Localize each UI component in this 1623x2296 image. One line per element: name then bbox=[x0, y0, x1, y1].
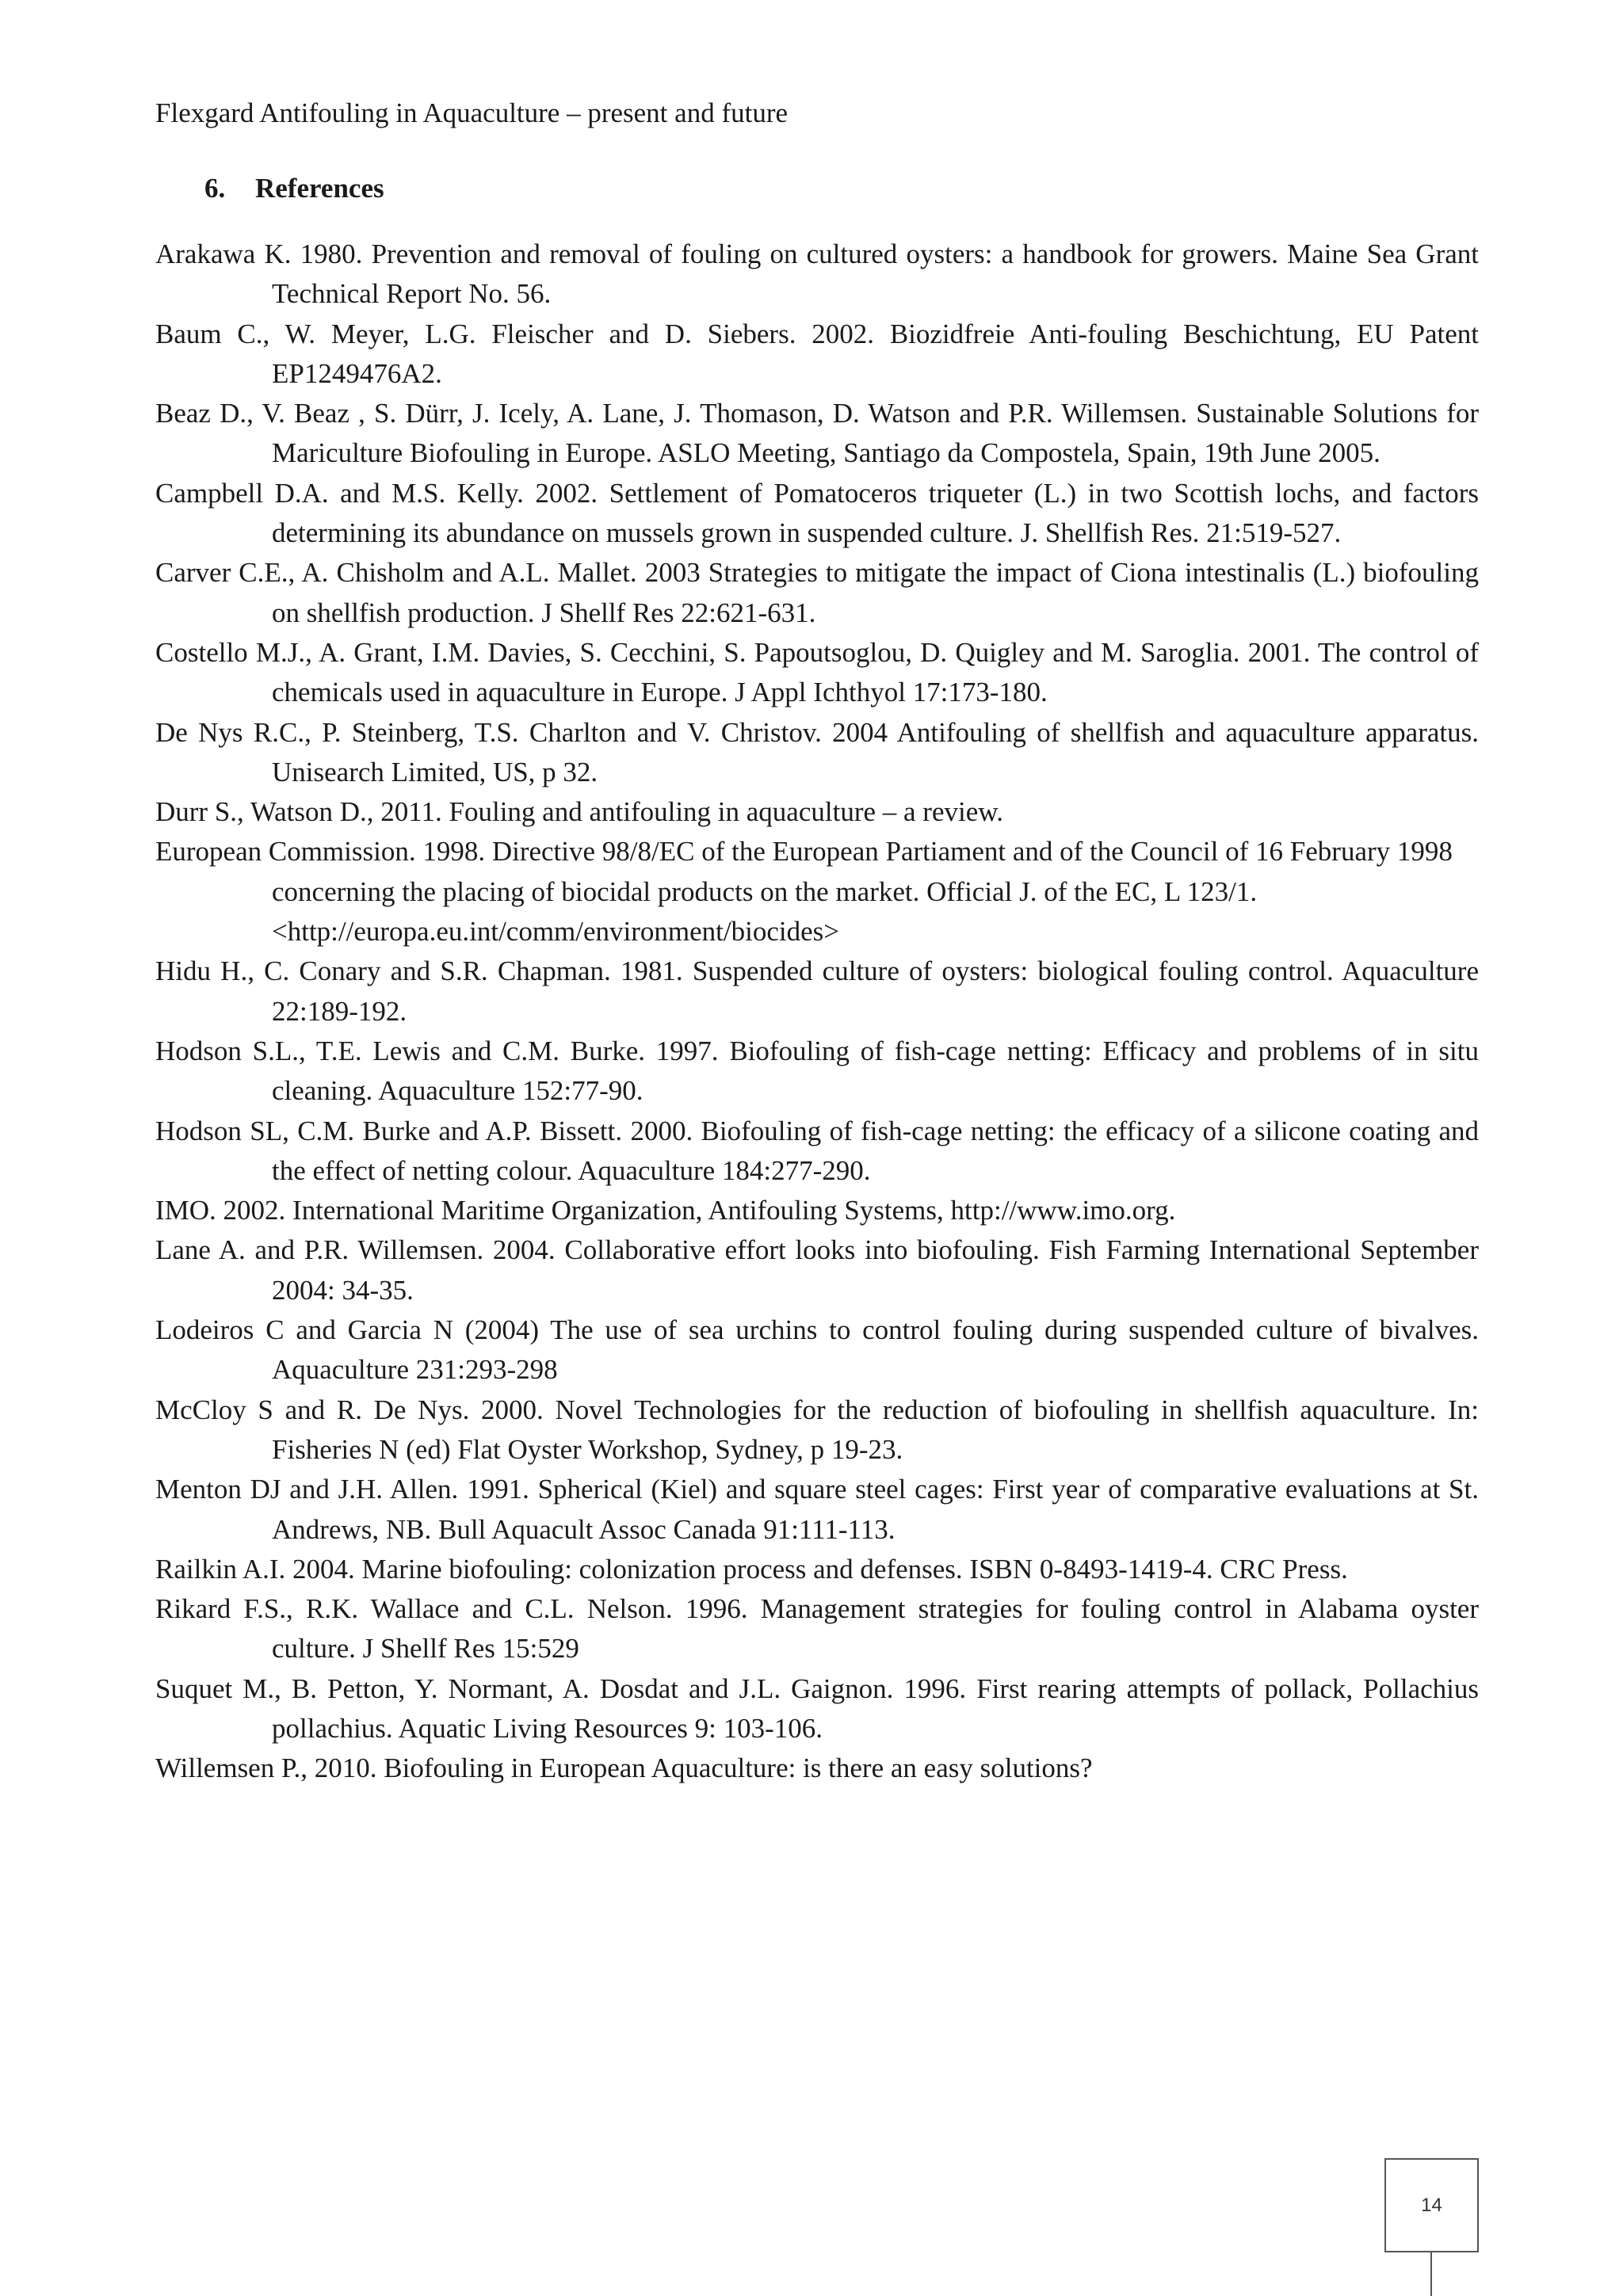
reference-list bbox=[155, 235, 1479, 1789]
section-title: References bbox=[255, 173, 384, 204]
reference-item: Arakawa K. 1980. Prevention and removal of fouling on cultured oysters: a handbook for growers. Maine Sea Grant Technical Report No. 56. bbox=[155, 238, 1479, 310]
reference-item: IMO. 2002. International Maritime Organization, Antifouling Systems, http://www.imo.org. bbox=[155, 1195, 1176, 1226]
page-number: 14 bbox=[1384, 2158, 1479, 2252]
reference-item: Rikard F.S., R.K. Wallace and C.L. Nelson. 1996. Management strategies for fouling control in Alabama oyster culture. J Shellf Res 15:529 bbox=[155, 1593, 1479, 1665]
reference-item: Willemsen P., 2010. Biofouling in European Aquaculture: is there an easy solutions? bbox=[155, 1753, 1093, 1784]
reference-item: Menton DJ and J.H. Allen. 1991. Spherical (Kiel) and square steel cages: First year of comparative evaluations at St. Andrews, NB. Bull Aquacult Assoc Canada 91:111-113. bbox=[155, 1474, 1479, 1545]
reference-item: De Nys R.C., P. Steinberg, T.S. Charlton and V. Christov. 2004 Antifouling of shellfish and aquaculture apparatus. Unisearch Limited, US, p 32. bbox=[155, 716, 1479, 788]
reference-item: Durr S., Watson D., 2011. Fouling and antifouling in aquaculture – a review. bbox=[155, 796, 1003, 828]
page-number-connector-line bbox=[1430, 2252, 1432, 2296]
reference-item: Campbell D.A. and M.S. Kelly. 2002. Settlement of Pomatoceros triqueter (L.) in two Scottish lochs, and factors determining its abundance on mussels grown in suspended culture. J. Shellfish Res. 21:519-527. bbox=[155, 477, 1479, 549]
reference-item: Hodson S.L., T.E. Lewis and C.M. Burke. 1997. Biofouling of fish-cage netting: Efficacy and problems of in situ cleaning. Aquaculture 152:77-90. bbox=[155, 1035, 1479, 1107]
section-number: 6. bbox=[204, 173, 226, 204]
reference-item: Hodson SL, C.M. Burke and A.P. Bissett. 2000. Biofouling of fish-cage netting: the efficacy of a silicone coating and the effect of netting colour. Aquaculture 184:277-290. bbox=[155, 1115, 1479, 1186]
reference-item: Suquet M., B. Petton, Y. Normant, A. Dosdat and J.L. Gaignon. 1996. First rearing attempts of pollack, Pollachius pollachius. Aquatic Living Resources 9: 103-106. bbox=[155, 1672, 1479, 1744]
reference-item: Lodeiros C and Garcia N (2004) The use of sea urchins to control fouling during suspended culture of bivalves. Aquaculture 231:293-298 bbox=[155, 1314, 1479, 1386]
reference-item: Baum C., W. Meyer, L.G. Fleischer and D. Siebers. 2002. Biozidfreie Anti-fouling Beschichtung, EU Patent EP1249476A2. bbox=[155, 318, 1479, 389]
reference-item: European Commission. 1998. Directive 98/8/EC of the European Partiament and of the Council of 16 February 1998 concerning the placing of biocidal products on the market. Official J. of the EC, L 123/1. <http://europa.eu.int/comm/environment/biocides> bbox=[155, 836, 1453, 948]
reference-item: Lane A. and P.R. Willemsen. 2004. Collaborative effort looks into biofouling. Fish Farming International September 2004: 34-35. bbox=[155, 1234, 1479, 1306]
reference-item: Railkin A.I. 2004. Marine biofouling: colonization process and defenses. ISBN 0-8493-1419-4. CRC Press. bbox=[155, 1553, 1348, 1585]
reference-item: Costello M.J., A. Grant, I.M. Davies, S. Cecchini, S. Papoutsoglou, D. Quigley and M. Saroglia. 2001. The control of chemicals used in aquaculture in Europe. J Appl Ichthyol 17:173-180. bbox=[155, 636, 1479, 708]
section-heading bbox=[204, 169, 384, 208]
reference-item: Carver C.E., A. Chisholm and A.L. Mallet. 2003 Strategies to mitigate the impact of Ciona intestinalis (L.) biofouling on shellfish production. J Shellf Res 22:621-631. bbox=[155, 557, 1479, 628]
page-header-title: Flexgard Antifouling in Aquaculture – present and future bbox=[155, 97, 789, 128]
reference-item: Beaz D., V. Beaz , S. Dürr, J. Icely, A. Lane, J. Thomason, D. Watson and P.R. Willemsen. Sustainable Solutions for Mariculture Biofouling in Europe. ASLO Meeting, Santiago da Compostela, Spain, 19th June 2005. bbox=[155, 398, 1479, 469]
reference-item: McCloy S and R. De Nys. 2000. Novel Technologies for the reduction of biofouling in shellfish aquaculture. In: Fisheries N (ed) Flat Oyster Workshop, Sydney, p 19-23. bbox=[155, 1394, 1479, 1465]
reference-item: Hidu H., C. Conary and S.R. Chapman. 1981. Suspended culture of oysters: biological fouling control. Aquaculture 22:189-192. bbox=[155, 955, 1479, 1027]
